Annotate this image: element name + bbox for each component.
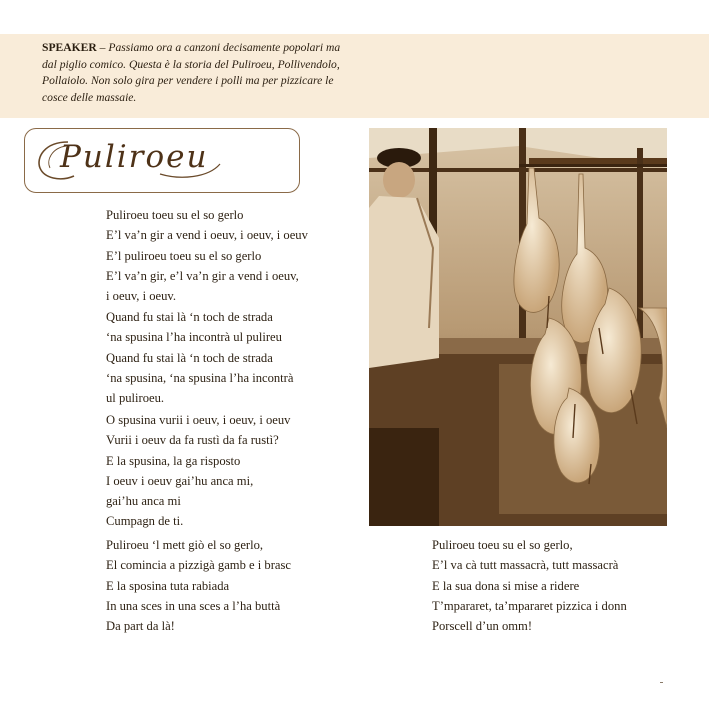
verse-line: Porscell d’un omm! [432,619,533,634]
verse-line: ‘na spusina l’ha incontrà ul pulireu [106,330,282,345]
verse-line: ul puliroeu. [106,391,165,406]
speaker-label: SPEAKER [42,41,97,54]
verse-line: E’l va’n gir, e’l va’n gir a vend i oeuv, [106,268,299,283]
verse-stanza-3 [106,410,356,532]
verse-line: E’l va cà tutt massacrà, tutt massacrà [432,558,619,573]
verse-line: Cumpagn de ti. [106,514,184,529]
speaker-dash: – [96,41,109,54]
verse-line: Puliroeu ‘l mett giò el so gerlo, [106,538,264,552]
verse-line: i oeuv, i oeuv. [106,289,177,304]
song-title: Puliroeu [60,139,209,175]
speaker-description: Passiamo ora a canzoni decisamente popolari ma dal piglio comico. Questa è la storia del Puliroeu, Pollivendolo, Pollaiolo. Non solo gira per vendere i polli ma per pizzicare le cosce delle massaie. [42,41,341,104]
verse-line: Puliroeu toeu su el so gerlo, [432,538,573,552]
verse-line: Quand fu stai là ‘n toch de strada [106,350,273,365]
verse-stanza-4 [106,535,356,636]
poultry-vendor-photo [369,128,667,526]
verse-line: E’l puliroeu toeu su el so gerlo [106,248,262,263]
verse-line: El comincia a pizzigà gamb e i brasc [106,558,291,573]
verse-line: O spusina vurii i oeuv, i oeuv, i oeuv [106,413,291,427]
verse-line: E la spusina, la ga risposto [106,453,241,468]
verse-line: ‘na spusina, ‘na spusina l’ha incontrà [106,370,294,385]
verse-line: Vurii i oeuv da fa rustì da fa rustì? [106,433,279,448]
verse-line: I oeuv i oeuv gai’hu anca mi, [106,473,254,488]
verse-line: E la sposina tuta rabiada [106,578,230,593]
verse-line: Puliroeu toeu su el so gerlo [106,208,244,222]
verse-line: T’mpararet, ta’mpararet pizzica i donn [432,598,627,613]
verse-line: gai’hu anca mi [106,494,181,509]
verse-line: Da part da là! [106,619,175,634]
verse-line: E’l va’n gir a vend i oeuv, i oeuv, i oeuv [106,228,308,243]
verse-line: E la sua dona si mise a ridere [432,578,580,593]
verse-line: In una sces in una sces a l’ha buttà [106,598,281,613]
verse-line: Quand fu stai là ‘n toch de strada [106,310,273,324]
verse-stanza-2 [106,307,356,408]
corner-mark [660,682,663,683]
verse-stanza-5 [432,535,682,636]
verse-stanza-1 [106,205,356,306]
speaker-intro [42,40,354,106]
